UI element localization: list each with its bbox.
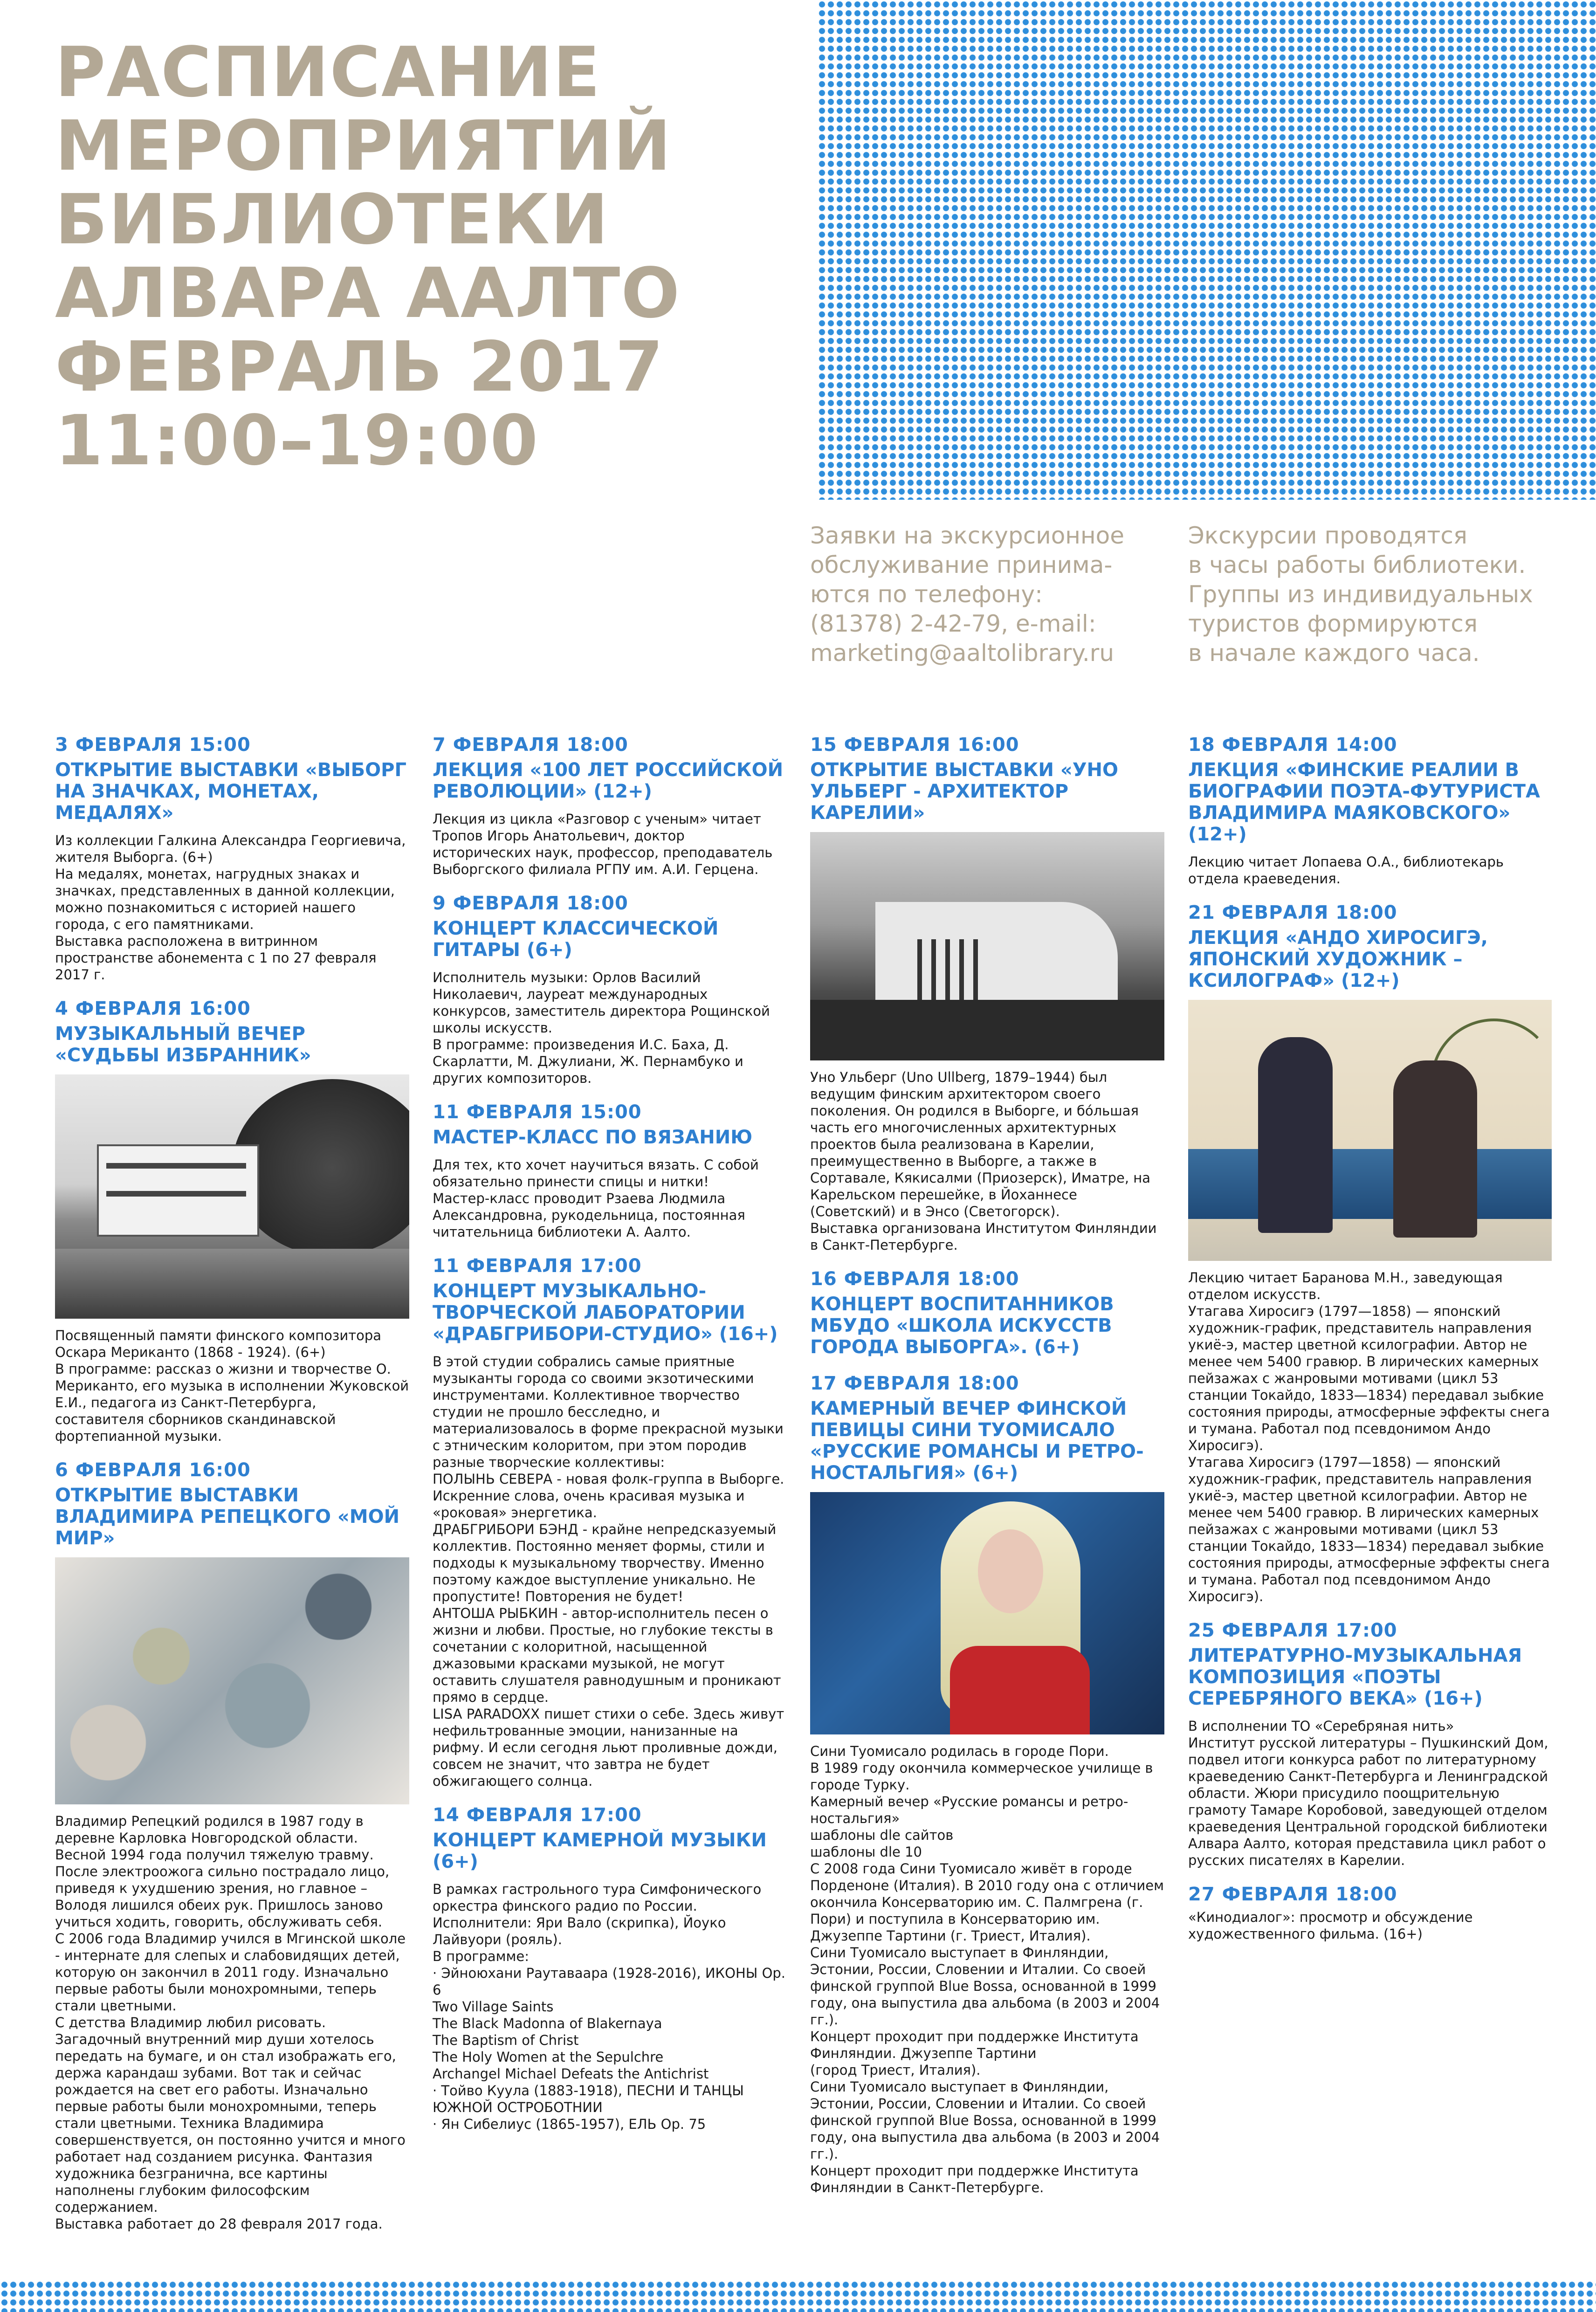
event-title: ЛЕКЦИЯ «ФИНСКИЕ РЕАЛИИ В БИОГРАФИИ ПОЭТА-ФУТУРИСТА ВЛАДИМИРА МАЯКОВСКОГО» (12+) xyxy=(1188,759,1540,845)
event-description: Сини Туомисало родилась в городе Пори. В 1989 году окончила коммерческое училище в городе Турку. Камерный вечер «Русские романсы и ретро-ностальгия» шаблоны dle сайтов шаблоны dle 10 С 2008 года Сини Туомисало живёт в городе Порденоне (Италия). В 2010 году она с отличием окончила Консерваторию им. С. Палмгрена (г. Пори) и поступила в Консерваторию им. Джузеппе Тартини (г. Триест, Италия). Сини Туомисало выступает в Финляндии, Эстонии, России, Словении и Италии. Со своей финской группой Blue Bossa, основанной в 1999 году, она выпустила два альбома (в 2003 и 2004 гг.). Концерт проходит при поддержке Института Финляндии. Джузеппе Тартини (город Триест, Италия). Сини Туомисало выступает в Финляндии, Эстонии, России, Словении и Италии. Со своей финской группой Blue Bossa, основанной в 1999 году, она выпустила два альбома (в 2003 и 2004 гг.). Концерт проходит при поддержке Института Финляндии в Санкт-Петербурге. xyxy=(810,1743,1164,2195)
event-block xyxy=(1188,1884,1552,1942)
event-title: ЛИТЕРАТУРНО-МУЗЫКАЛЬНАЯ КОМПОЗИЦИЯ «ПОЭТЫ СЕРЕБРЯНОГО ВЕКА» (16+) xyxy=(1188,1645,1522,1709)
event-block xyxy=(433,1804,787,2133)
event-description: Для тех, кто хочет научиться вязать. С собой обязательно принести спицы и нитки! Мастер-класс проводит Рзаева Людмила Александровна, рукодельница, постоянная читательница библиотеки А. Аалто. xyxy=(433,1157,759,1240)
event-date: 9 ФЕВРАЛЯ 18:00 xyxy=(433,893,628,914)
ullberg-building-photo xyxy=(810,832,1164,1060)
event-title: КОНЦЕРТ КАМЕРНОЙ МУЗЫКИ (6+) xyxy=(433,1830,767,1872)
contact-line: ются по телефону: xyxy=(810,581,1043,608)
event-block xyxy=(55,734,409,983)
column-4 xyxy=(1188,734,1552,1957)
info-line: в часы работы библиотеки. xyxy=(1188,551,1526,578)
event-date: 6 ФЕВРАЛЯ 16:00 xyxy=(55,1459,251,1481)
excursion-contacts xyxy=(810,521,1124,668)
event-block xyxy=(55,1459,409,2232)
event-date: 14 ФЕВРАЛЯ 17:00 xyxy=(433,1804,642,1826)
info-line: в начале каждого часа. xyxy=(1188,640,1480,667)
event-block xyxy=(1188,902,1552,1605)
event-description: Посвященный памяти финского композитора Оскара Мериканто (1868 - 1924). (6+) В программе: рассказ о жизни и творчестве О. Мериканто, его музыка в исполнении Жуковской Е.И., педагога из Санкт-Петербурга, составителя сборников скандинавской фортепианной музыки. xyxy=(55,1328,409,1444)
info-line: Экскурсии проводятся xyxy=(1188,522,1467,549)
event-description: Владимир Репецкий родился в 1987 году в деревне Карловка Новгородской области. Весной 1994 года получил тяжелую травму. После электроожога сильно пострадало лицо, приведя к ухудшению зрения, но главное – Володя лишился обеих рук. Пришлось заново учиться ходить, говорить, обслуживать себя. С 2006 года Владимир учился в Мгинской школе - интернате для слепых и слабовидящих детей, которую он закончил в 2011 году. Изначально первые работы были монохромными, теперь стали цветными. С детства Владимир любил рисовать. Загадочный внутренний мир души хотелось передать на бумаге, и он стал изображать его, держа карандаш зубами. Вот так и сейчас рождается на свет его работы. Изначально первые работы были монохромными, теперь стали цветными. Техника Владимира совершенствуется, он постоянно учится и много работает над созданием рисунка. Фантазия художника безгранична, все картины наполнены глубоким философским содержанием. Выставка работает до 28 февраля 2017 года. xyxy=(55,1813,406,2232)
event-description: Исполнитель музыки: Орлов Василий Николаевич, лауреат международных конкурсов, заместитель директора Рощинской школы искусств. В программе: произведения И.С. Баха, Д. Скарлатти, М. Джулиани, Ж. Пернамбуко и других композиторов. xyxy=(433,970,770,1086)
event-date: 11 ФЕВРАЛЯ 15:00 xyxy=(433,1101,642,1123)
event-description: Лекцию читает Лопаева О.А., библиотекарь отдела краеведения. xyxy=(1188,854,1504,887)
event-title: МАСТЕР-КЛАСС ПО ВЯЗАНИЮ xyxy=(433,1127,753,1148)
event-date: 11 ФЕВРАЛЯ 17:00 xyxy=(433,1255,642,1277)
event-title: МУЗЫКАЛЬНЫЙ ВЕЧЕР «СУДЬБЫ ИЗБРАННИК» xyxy=(55,1023,311,1066)
dotted-pattern-top xyxy=(818,0,1596,500)
event-block xyxy=(810,1268,1164,1358)
event-date: 4 ФЕВРАЛЯ 16:00 xyxy=(55,998,251,1019)
event-title: КОНЦЕРТ КЛАССИЧЕСКОЙ ГИТАРЫ (6+) xyxy=(433,918,719,961)
title-line: БИБЛИОТЕКИ xyxy=(55,179,609,260)
event-block xyxy=(433,1101,787,1240)
event-date: 16 ФЕВРАЛЯ 18:00 xyxy=(810,1268,1019,1290)
event-title: КАМЕРНЫЙ ВЕЧЕР ФИНСКОЙ ПЕВИЦЫ СИНИ ТУОМИСАЛО «РУССКИЕ РОМАНСЫ И РЕТРО-НОСТАЛЬГИЯ» (6+) xyxy=(810,1398,1144,1484)
column-2 xyxy=(433,734,787,2147)
event-description: «Кинодиалог»: просмотр и обсуждение художественного фильма. (16+) xyxy=(1188,1909,1473,1942)
title-line: АЛВАРА ААЛТО xyxy=(55,253,681,333)
event-date: 18 ФЕВРАЛЯ 14:00 xyxy=(1188,734,1397,756)
event-block xyxy=(1188,1620,1552,1869)
event-block xyxy=(433,734,787,878)
event-block xyxy=(810,1373,1164,2196)
event-title: ОТКРЫТИЕ ВЫСТАВКИ ВЛАДИМИРА РЕПЕЦКОГО «МОЙ МИР» xyxy=(55,1485,400,1549)
event-block xyxy=(433,893,787,1087)
event-description: В этой студии собрались самые приятные музыканты города со своими экзотическими инструментами. Коллективное творчество студии не прошло бесследно, и материализовалось в форме прекрасной музыки с этническим колоритом, при этом породив разные творческие коллективы: ПОЛЫНЬ СЕВЕРА - новая фолк-группа в Выборге. Искренние слова, очень красивая музыка и «роковая» энергетика. ДРАБГРИБОРИ БЭНД - крайне непредсказуемый коллектив. Постоянно меняет формы, стили и подходы к музыкальному творчеству. Именно поэтому каждое выступление уникально. Не пропустите! Повторения не будет! АНТОША РЫБКИН - автор-исполнитель песен о жизни и любви. Простые, но глубокие тексты в сочетании с колоритной, насыщенной джазовыми красками музыкой, не могут оставить слушателя равнодушным и проникают прямо в сердце. LISA PARADOXX пишет стихи о себе. Здесь живут нефильтрованные эмоции, нанизанные на рифму. И если сегодня льют проливные дожди, совсем не значит, что завтра не будет обжигающего солнца. xyxy=(433,1354,784,1789)
dotted-pattern-bottom xyxy=(0,2280,1596,2312)
event-description: В рамках гастрольного тура Симфонического оркестра финского радио по России. Исполнители: Яри Вало (скрипка), Йоуко Лайвуори (рояль). В программе: · Эйноюхани Раутаваара (1928-2016), ИКОНЫ Op. 6 Two Village Saints The Black Madonna of Blakernaya The Baptism of Christ The Holy Women at the Sepulchre Archangel Michael Defeats the Antichrist · Тойво Куула (1883-1918), ПЕСНИ И ТАНЦЫ ЮЖНОЙ ОСТРОБОТНИИ · Ян Сибелиус (1865-1957), ЕЛЬ Op. 75 xyxy=(433,1881,786,2132)
event-description: Лекция из цикла «Разговор с ученым» читает Тропов Игорь Анатольевич, доктор исторических наук, профессор, преподаватель Выборгского филиала РГПУ им. А.И. Герцена. xyxy=(433,811,773,877)
event-block xyxy=(55,998,409,1445)
title-line: ФЕВРАЛЬ 2017 xyxy=(55,327,664,407)
excursion-info xyxy=(1188,521,1533,668)
page-title xyxy=(55,32,801,481)
japanese-woodblock-print xyxy=(1188,1000,1552,1261)
title-line: МЕРОПРИЯТИЙ xyxy=(55,106,672,186)
contact-line: Заявки на экскурсионное xyxy=(810,522,1125,549)
info-line: Группы из индивидуальных xyxy=(1188,581,1533,608)
contact-email[interactable]: marketing@aaltolibrary.ru xyxy=(810,640,1114,667)
event-block xyxy=(810,734,1164,1253)
event-date: 7 ФЕВРАЛЯ 18:00 xyxy=(433,734,628,756)
event-title: ЛЕКЦИЯ «АНДО ХИРОСИГЭ, ЯПОНСКИЙ ХУДОЖНИК – КСИЛОГРАФ» (12+) xyxy=(1188,927,1488,991)
event-description: Из коллекции Галкина Александра Георгиевича, жителя Выборга. (6+) На медалях, монетах, нагрудных знаках и значках, представленных в данной коллекции, можно познакомиться с историей нашего города, с его памятниками. Выставка расположена в витринном пространстве абонемента с 1 по 27 февраля 2017 г. xyxy=(55,833,406,983)
event-date: 21 ФЕВРАЛЯ 18:00 xyxy=(1188,902,1397,923)
title-line: 11:00–19:00 xyxy=(55,400,539,481)
event-title: КОНЦЕРТ ВОСПИТАННИКОВ МБУДО «ШКОЛА ИСКУССТВ ГОРОДА ВЫБОРГА». (6+) xyxy=(810,1294,1114,1358)
event-date: 25 ФЕВРАЛЯ 17:00 xyxy=(1188,1620,1397,1641)
title-line: РАСПИСАНИЕ xyxy=(55,32,601,112)
event-description: В исполнении ТО «Серебряная нить» Институт русской литературы – Пушкинский Дом, подвел итоги конкурса работ по литературному краеведению Санкт-Петербурга и Ленинградской области. Жюри присудило поощрительную грамоту Тамаре Коробовой, заведующей отделом краеведения Центральной городской библиотеки Алвара Аалто, которая представила цикл работ о русских писателях в Карелии. xyxy=(1188,1718,1548,1868)
event-title: КОНЦЕРТ МУЗЫКАЛЬНО-ТВОРЧЕСКОЙ ЛАБОРАТОРИИ «ДРАБГРИБОРИ-СТУДИО» (16+) xyxy=(433,1280,778,1345)
painting-artwork xyxy=(55,1557,409,1804)
event-title: ОТКРЫТИЕ ВЫСТАВКИ «УНО УЛЬБЕРГ - АРХИТЕКТОР КАРЕЛИИ» xyxy=(810,759,1119,824)
event-block xyxy=(433,1255,787,1789)
event-date: 17 ФЕВРАЛЯ 18:00 xyxy=(810,1373,1019,1394)
contact-line: (81378) 2-42-79, e-mail: xyxy=(810,610,1096,637)
info-line: туристов формируются xyxy=(1188,610,1478,637)
event-title: ЛЕКЦИЯ «100 ЛЕТ РОССИЙСКОЙ РЕВОЛЮЦИИ» (12+) xyxy=(433,759,784,802)
event-block xyxy=(1188,734,1552,887)
event-date: 15 ФЕВРАЛЯ 16:00 xyxy=(810,734,1019,756)
event-title: ОТКРЫТИЕ ВЫСТАВКИ «ВЫБОРГ НА ЗНАЧКАХ, МОНЕТАХ, МЕДАЛЯХ» xyxy=(55,759,406,824)
event-description: Лекцию читает Баранова М.Н., заведующая отделом искусств. Утагава Хиросигэ (1797—1858) — японский художник-график, представитель направления укиё-э, мастер цветной ксилографии. Автор не менее чем 5400 гравюр. В лирических камерных пейзажах с жанровыми мотивами (цикл 53 станции Токайдо, 1833—1834) передавал зыбкие состояния природы, атмосферные эффекты снега и тумана. Работал под псевдонимом Андо Хиросигэ). Утагава Хиросигэ (1797—1858) — японский художник-график, представитель направления укиё-э, мастер цветной ксилографии. Автор не менее чем 5400 гравюр. В лирических камерных пейзажах с жанровыми мотивами (цикл 53 станции Токайдо, 1833—1834) передавал зыбкие состояния природы, атмосферные эффекты снега и тумана. Работал под псевдонимом Андо Хиросигэ). xyxy=(1188,1270,1550,1604)
event-date: 3 ФЕВРАЛЯ 15:00 xyxy=(55,734,251,756)
library-building-photo xyxy=(55,1074,409,1319)
column-1 xyxy=(55,734,409,2247)
singer-portrait-photo xyxy=(810,1492,1164,1734)
column-3 xyxy=(810,734,1164,2211)
contact-line: обслуживание принима- xyxy=(810,551,1113,578)
event-description: Уно Ульберг (Uno Ullberg, 1879–1944) был ведущим финским архитектором своего поколения. Он родился в Выборге, и бóльшая часть его многочисленных архитектурных проектов была реализована в Карелии, преимущественно в Выборге, а также в Сортавале, Кякисалми (Приозерск), Иматре, на Карельском перешейке, в Йоханнесе (Советский) и в Энсо (Светогорск). Выставка организована Институтом Финляндии в Санкт-Петербурге. xyxy=(810,1069,1157,1253)
event-date: 27 ФЕВРАЛЯ 18:00 xyxy=(1188,1884,1397,1905)
